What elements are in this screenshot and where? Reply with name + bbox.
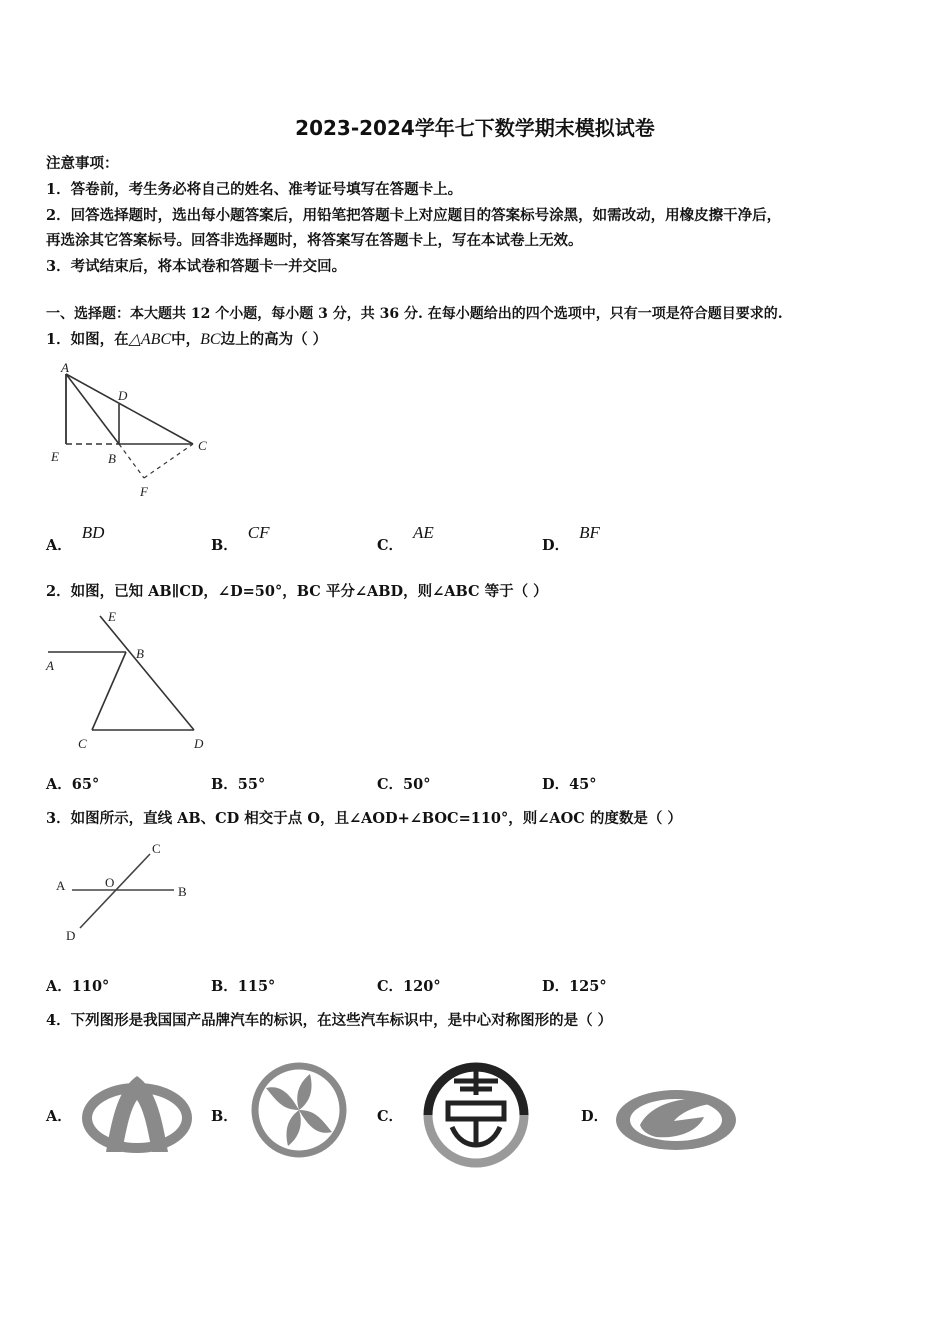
q1-stem-text: 中， <box>171 331 201 348</box>
option-text: 110° <box>71 978 110 995</box>
q2-label-b: B <box>136 646 144 661</box>
option-letter: D． <box>542 776 570 793</box>
option-letter: A． <box>46 978 72 995</box>
option-letter: D． <box>542 978 570 995</box>
q2-option-c[interactable] <box>377 773 430 794</box>
q2-option-d[interactable] <box>542 773 597 794</box>
q2-label-c: C <box>78 736 87 751</box>
q2-label-a: A <box>46 658 54 673</box>
q4-option-b-letter[interactable]: B． <box>211 1108 238 1125</box>
chery-style-logo-icon[interactable] <box>82 1070 192 1160</box>
note-item: 3．考试结束后，将本试卷和答题卡一并交回。 <box>46 258 347 275</box>
notes-heading: 注意事项： <box>46 155 119 172</box>
hongqi-style-logo-icon[interactable] <box>414 1055 538 1165</box>
note-item: 再选涂其它答案标号。回答非选择题时，将答案写在答题卡上，写在本试卷上无效。 <box>46 232 583 249</box>
option-letter: C． <box>377 776 404 793</box>
q3-option-c[interactable] <box>377 975 441 996</box>
option-letter: B． <box>211 776 238 793</box>
q1-stem-text: 边上的高为（ ） <box>220 331 328 348</box>
q2-label-e: E <box>108 609 116 624</box>
option-text: 50° <box>403 776 431 793</box>
q1-side: BC <box>200 331 221 348</box>
option-text: BD <box>81 523 105 542</box>
option-letter: B． <box>211 537 238 554</box>
q1-option-c[interactable] <box>377 523 434 555</box>
q3-option-b[interactable] <box>211 975 275 996</box>
option-text: 45° <box>569 776 597 793</box>
q4-option-d-letter[interactable]: D． <box>581 1108 609 1125</box>
q2-label-d: D <box>194 736 204 751</box>
q1-label-a: A <box>61 360 69 375</box>
q4-option-c-letter[interactable]: C． <box>377 1108 404 1125</box>
q1-option-b[interactable] <box>211 523 270 555</box>
q1-label-d: D <box>118 388 128 403</box>
option-letter: C． <box>377 978 404 995</box>
q1-option-a[interactable] <box>46 523 105 555</box>
question-2-stem: 2．如图，已知 AB∥CD，∠D=50°，BC 平分∠ABD，则∠ABC 等于（ ） <box>46 583 548 600</box>
option-letter: C． <box>377 537 404 554</box>
q2-option-b[interactable] <box>211 773 265 794</box>
q1-figure <box>46 360 216 500</box>
q3-label-b: B <box>178 884 187 899</box>
q1-label-e: E <box>51 449 59 464</box>
option-letter: A． <box>46 776 72 793</box>
option-text: BF <box>579 523 600 542</box>
note-item: 1．答卷前，考生务必将自己的姓名、准考证号填写在答题卡上。 <box>46 181 463 198</box>
option-letter: B． <box>211 978 238 995</box>
q3-label-d: D <box>66 928 76 943</box>
option-text: 120° <box>403 978 441 995</box>
question-1-stem <box>46 328 327 349</box>
option-text: AE <box>413 523 434 542</box>
q3-option-a[interactable] <box>46 975 109 996</box>
option-letter: D． <box>542 537 570 554</box>
option-text: 115° <box>237 978 276 995</box>
option-text: 55° <box>237 776 266 793</box>
q1-label-c: C <box>198 438 207 453</box>
dongfeng-style-logo-icon[interactable] <box>248 1060 350 1160</box>
q1-stem-text: 1．如图，在 <box>46 331 129 348</box>
question-3-stem: 3．如图所示，直线 AB、CD 相交于点 O，且∠AOD+∠BOC=110°，则∠AOC 的度数是（ ） <box>46 810 682 827</box>
option-letter: A． <box>46 537 72 554</box>
q1-option-d[interactable] <box>542 523 600 555</box>
q3-label-a: A <box>56 878 66 893</box>
q1-label-b: B <box>108 451 116 466</box>
q2-option-a[interactable] <box>46 773 99 794</box>
q2-figure <box>44 606 214 756</box>
question-4-stem: 4．下列图形是我国国产品牌汽车的标识，在这些汽车标识中，是中心对称图形的是（ ） <box>46 1012 613 1029</box>
option-text: 65° <box>71 776 100 793</box>
page-title: 2023-2024学年七下数学期末模拟试卷 <box>295 116 655 140</box>
option-text: 125° <box>569 978 607 995</box>
section-heading: 一、选择题：本大题共 12 个小题，每小题 3 分，共 36 分. 在每小题给出的四个选项中，只有一项是符合题目要求的. <box>46 306 783 322</box>
g-swoosh-logo-icon[interactable] <box>612 1085 742 1155</box>
note-item: 2．回答选择题时，选出每小题答案后，用铅笔把答题卡上对应题目的答案标号涂黑，如需改动，用橡皮擦干净后， <box>46 207 782 224</box>
q1-triangle: △ABC <box>128 331 172 348</box>
q3-option-d[interactable] <box>542 975 607 996</box>
q1-label-f: F <box>140 484 148 499</box>
q3-label-c: C <box>152 841 161 856</box>
q3-label-o: O <box>105 875 115 890</box>
q3-figure <box>50 836 210 950</box>
option-text: CF <box>247 523 270 542</box>
q4-option-a-letter[interactable]: A． <box>46 1108 72 1125</box>
